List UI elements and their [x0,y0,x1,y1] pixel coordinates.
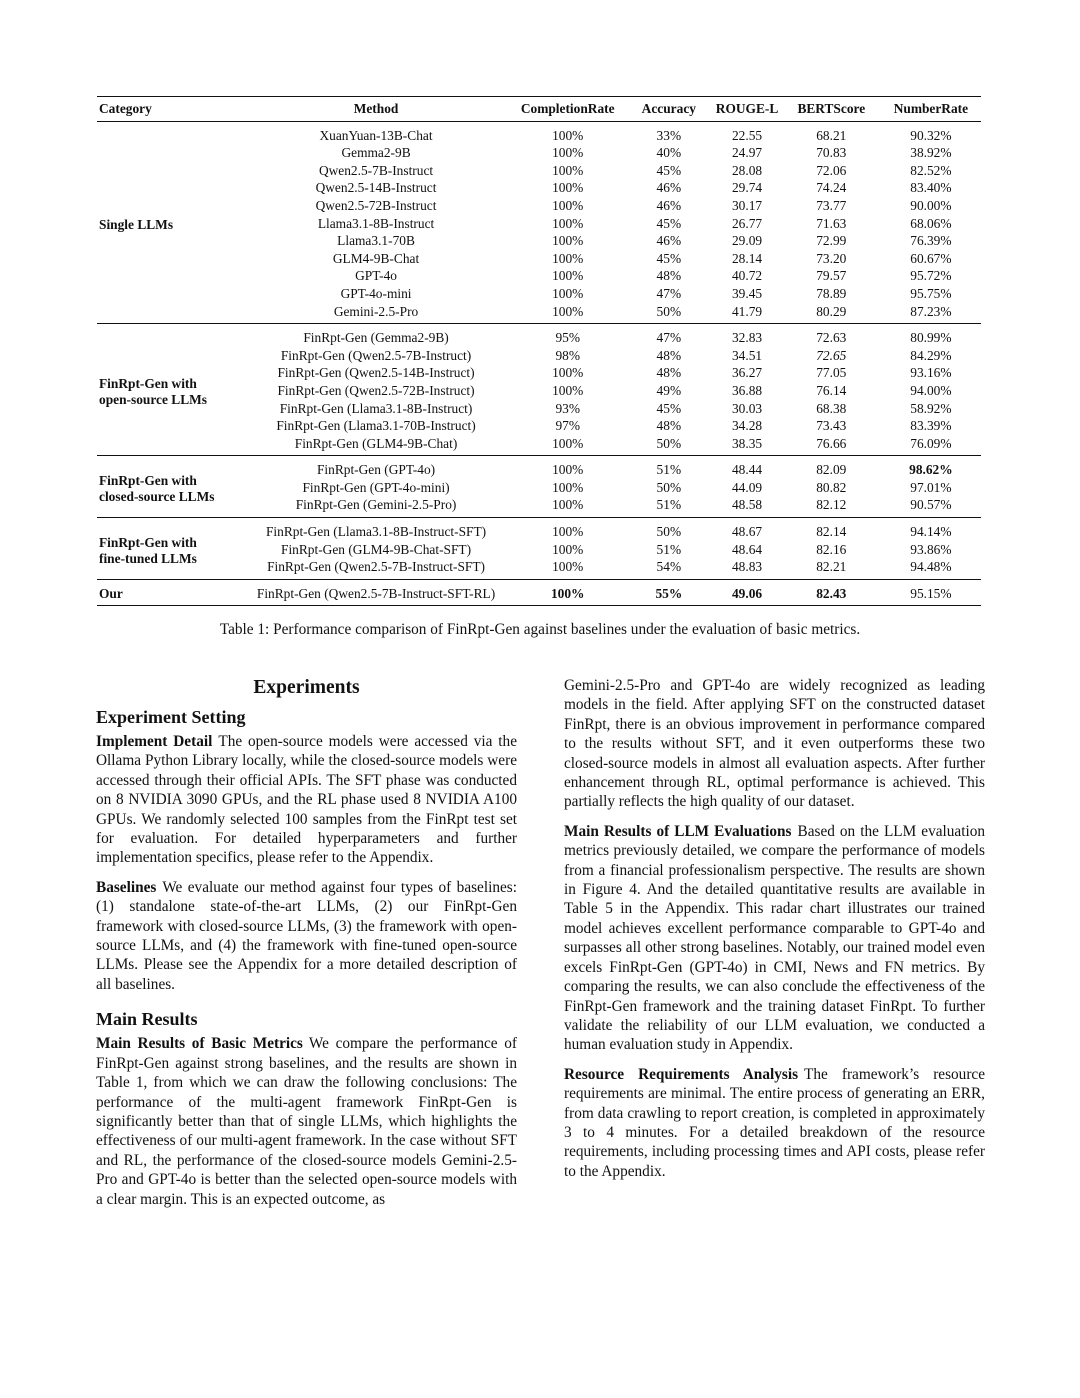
number-cell: 90.32% [910,127,952,143]
table-row [97,579,981,606]
category-line: open-source LLMs [99,392,207,408]
accuracy-cell: 46% [656,197,682,213]
accuracy-cell: 49% [656,382,682,398]
completion-cell: 100% [552,250,584,266]
accuracy-cell: 47% [656,285,682,301]
bert-cell: 73.77 [816,197,847,213]
method-cell: FinRpt-Gen (GLM4-9B-Chat-SFT) [281,541,472,557]
rouge-cell: 36.88 [731,382,763,398]
accuracy-cell: 46% [656,233,682,249]
bert-cell: 80.82 [816,479,847,495]
method-cell: FinRpt-Gen (Qwen2.5-14B-Instruct) [277,365,475,381]
paragraph-llm-evaluations [564,822,985,1055]
method-cell: FinRpt-Gen (Qwen2.5-7B-Instruct-SFT-RL) [256,585,496,601]
method-cell: Gemini-2.5-Pro [333,303,419,319]
accuracy-cell: 51% [656,541,682,557]
table-row [97,121,981,144]
accuracy-cell: 48% [656,365,682,381]
method-cell: Llama3.1-8B-Instruct [317,215,435,231]
header-accuracy: Accuracy [641,101,696,116]
category-line: FinRpt-Gen with [99,376,197,392]
completion-cell: 100% [552,497,584,513]
number-cell: 60.67% [910,250,952,266]
completion-cell: 100% [552,180,584,196]
rouge-cell: 28.14 [731,250,763,266]
rouge-cell: 40.72 [731,268,763,284]
bert-cell: 72.63 [816,330,847,346]
category-cell: Single LLMs [99,216,174,232]
method-cell: XuanYuan-13B-Chat [319,127,433,143]
number-cell: 84.29% [910,347,952,363]
completion-cell: 100% [552,162,584,178]
bert-cell: 73.43 [816,418,847,434]
method-cell: FinRpt-Gen (Qwen2.5-7B-Instruct) [280,347,472,363]
accuracy-cell: 33% [656,127,682,143]
completion-cell: 100% [552,145,584,161]
category-cell [97,518,242,580]
completion-cell: 100% [552,233,584,249]
table-row [97,456,981,479]
completion-cell: 100% [552,268,584,284]
rouge-cell: 34.51 [731,347,763,363]
completion-cell: 100% [552,541,584,557]
method-cell: FinRpt-Gen (Qwen2.5-72B-Instruct) [277,382,475,398]
header-category: Category [99,101,152,116]
method-cell: FinRpt-Gen (Llama3.1-8B-Instruct-SFT) [265,524,487,540]
run-in-heading: Main Results of Basic Metrics [96,1035,303,1053]
rouge-cell: 48.64 [731,541,763,557]
completion-cell: 100% [552,285,584,301]
accuracy-cell: 51% [656,497,682,513]
group-fine-tuned [97,518,981,580]
method-cell: Qwen2.5-14B-Instruct [315,180,437,196]
method-cell: Qwen2.5-7B-Instruct [318,162,434,178]
header-bertscore: BERTScore [797,101,866,116]
category-line: closed-source LLMs [99,489,215,505]
number-cell: 82.52% [910,162,952,178]
accuracy-cell: 45% [656,215,682,231]
rouge-cell: 48.44 [731,462,763,478]
rouge-cell: 26.77 [731,215,763,231]
number-cell: 94.00% [910,382,952,398]
category-line: FinRpt-Gen with [99,534,197,550]
completion-cell: 100% [552,435,584,451]
header-completion-rate: CompletionRate [520,101,615,116]
number-cell: 93.16% [910,365,952,381]
rouge-cell: 30.03 [731,400,763,416]
number-cell: 95.75% [910,285,952,301]
paragraph-text: The open-source models were accessed via the Ollama Python Library locally, while the closed-source models were accessed through their official APIs. The SFT phase was conducted on 8 NVIDIA 3090 GPUs, and the RL phase used 8 NVIDIA A100 GPUs. We randomly selected 100 samples from the FinRpt test set for evaluation. For detailed hyperparameters and further implementation specifics, please refer to the Appendix. [96,733,517,867]
number-cell: 90.57% [910,497,952,513]
number-cell: 97.01% [910,479,952,495]
paragraph-basic-metrics [96,1034,517,1209]
section-title: Experiments [253,677,360,698]
rouge-cell: 24.97 [731,145,763,161]
rouge-cell: 34.28 [731,418,763,434]
method-cell: FinRpt-Gen (GPT-4o-mini) [302,479,450,495]
rouge-cell: 29.09 [731,233,763,249]
accuracy-cell: 55% [655,585,683,601]
accuracy-cell: 40% [656,145,682,161]
completion-cell: 100% [552,215,584,231]
completion-cell: 93% [555,400,580,416]
bert-cell: 82.14 [816,524,847,540]
rouge-cell: 48.67 [731,524,763,540]
number-cell: 93.86% [910,541,952,557]
method-cell: Gemma2-9B [341,145,411,161]
number-cell: 98.62% [909,462,953,478]
number-cell: 90.00% [910,197,952,213]
category-line: FinRpt-Gen with [99,473,197,489]
rouge-cell: 22.55 [731,127,763,143]
rouge-cell: 32.83 [731,330,763,346]
accuracy-cell: 47% [656,330,682,346]
completion-cell: 100% [552,382,584,398]
completion-cell: 100% [552,365,584,381]
method-cell: GPT-4o [355,268,397,284]
subsection-title: Main Results [96,1009,198,1030]
left-column [96,676,517,1219]
rouge-cell: 29.74 [731,180,763,196]
bert-cell: 72.99 [816,233,847,249]
accuracy-cell: 50% [656,524,682,540]
header-method: Method [353,101,399,116]
rouge-cell: 28.08 [731,162,763,178]
group-closed-source [97,456,981,518]
bert-cell: 70.83 [816,145,847,161]
number-cell: 38.92% [910,145,952,161]
accuracy-cell: 45% [656,162,682,178]
category-cell [97,324,242,456]
category-line: fine-tuned LLMs [99,550,197,566]
number-cell: 83.40% [910,180,952,196]
paragraph-resource [564,1065,985,1181]
completion-cell: 100% [552,197,584,213]
paragraph-continuation [564,676,985,812]
paragraph-baselines [96,878,517,994]
completion-cell: 100% [552,559,584,575]
category-cell: Our [99,585,123,601]
paragraph-text: Gemini-2.5-Pro and GPT-4o are widely recognized as leading models in the field. After applying SFT on the constructed dataset FinRpt, there is an obvious improvement in performance compared to the results without SFT, and it even outperforms these two closed-source models in almost all evaluation aspects. After further enhancement through RL, optimal performance is achieved. This partially reflects the high quality of our dataset. [564,677,985,811]
bert-cell: 80.29 [816,303,847,319]
accuracy-cell: 45% [656,250,682,266]
number-cell: 95.15% [910,585,952,601]
bert-cell: 76.14 [816,382,847,398]
subsection-title: Experiment Setting [96,707,246,727]
bert-cell: 79.57 [816,268,847,284]
group-our [97,579,981,606]
method-cell: FinRpt-Gen (Gemma2-9B) [303,330,449,346]
run-in-heading: Baselines [96,878,157,896]
run-in-heading: Main Results of LLM Evaluations [564,822,792,840]
bert-cell: 68.38 [816,400,847,416]
rouge-cell: 36.27 [731,365,763,381]
number-cell: 94.14% [910,524,952,540]
number-cell: 94.48% [910,559,952,575]
number-cell: 83.39% [910,418,952,434]
paragraph-text: Based on the LLM evaluation metrics previously detailed, we compare the performance of models from a financial professionalism perspective. The results are shown in Figure 4. And the detailed quantitative results are available in Table 5 in the Appendix. This radar chart illustrates our trained model achieves excellent performance comparable to GPT-4o and surpasses all other strong baselines. Notably, our trained model even excels FinRpt-Gen (GPT-4o) in CMI, News and FN metrics. By comparing the results, we can also conclude the effectiveness of the FinRpt-Gen framework and the training dataset FinRpt. To further validate the reliability of our LLM evaluation, we conducted a human evaluation study in Appendix. [564,822,985,1054]
rouge-cell: 48.83 [731,559,763,575]
header-rouge-l: ROUGE-L [715,101,779,116]
right-column [564,676,985,1191]
completion-cell: 100% [552,127,584,143]
accuracy-cell: 50% [656,479,682,495]
accuracy-cell: 50% [656,435,682,451]
accuracy-cell: 50% [656,303,682,319]
group-single-llms [97,121,981,324]
number-cell: 58.92% [910,400,952,416]
paragraph-text: We compare the performance of FinRpt-Gen against strong baselines, and the results are shown in Table 1, from which we can draw the following conclusions: The performance of the multi-agent framework FinRpt-Gen is significantly better than that of single LLMs, which highlights the effectiveness of our multi-agent framework. In the case without SFT and RL, the performance of the closed-source models Gemini-2.5-Pro and GPT-4o is better than the selected open-source models with a clear margin. This is an expected outcome, as [96,1035,517,1208]
paragraph-implement [96,732,517,868]
number-cell: 76.09% [910,435,952,451]
run-in-heading: Implement Detail [96,733,213,750]
bert-cell: 82.12 [816,497,847,513]
bert-cell: 72.65 [816,347,847,363]
bert-cell: 82.16 [816,541,847,557]
bert-cell: 74.24 [816,180,847,196]
completion-cell: 100% [552,479,584,495]
method-cell: FinRpt-Gen (Qwen2.5-7B-Instruct-SFT) [267,559,486,575]
results-table-container [97,96,981,606]
table-header-row [97,97,981,122]
method-cell: GPT-4o-mini [340,285,412,301]
category-cell [97,456,242,518]
table-row [97,324,981,347]
accuracy-cell: 54% [656,559,682,575]
completion-cell: 100% [552,303,584,319]
rouge-cell: 49.06 [731,585,763,601]
method-cell: FinRpt-Gen (GLM4-9B-Chat) [294,435,458,451]
completion-cell: 98% [555,347,580,363]
rouge-cell: 41.79 [731,303,763,319]
method-cell: Llama3.1-70B [337,233,415,249]
completion-cell: 95% [555,330,580,346]
method-cell: Qwen2.5-72B-Instruct [315,197,437,213]
accuracy-cell: 46% [656,180,682,196]
completion-cell: 100% [552,462,584,478]
completion-cell: 100% [550,585,585,601]
bert-cell: 68.21 [816,127,847,143]
rouge-cell: 44.09 [731,479,763,495]
accuracy-cell: 51% [656,462,682,478]
rouge-cell: 38.35 [731,435,763,451]
number-cell: 80.99% [910,330,952,346]
header-numberrate: NumberRate [893,101,969,116]
completion-cell: 97% [555,418,580,434]
bert-cell: 82.43 [816,585,847,601]
table-caption: Table 1: Performance comparison of FinRpt-Gen against baselines under the evaluation of basic metrics. [219,621,861,638]
bert-cell: 73.20 [816,250,847,266]
method-cell: FinRpt-Gen (GPT-4o) [316,462,436,478]
accuracy-cell: 48% [656,268,682,284]
paragraph-text: We evaluate our method against four types of baselines: (1) standalone state-of-the-art LLMs, (2) our FinRpt-Gen framework with closed-source LLMs, (3) the framework with open-source LLMs, and (4) the framework with fine-tuned open-source LLMs. Please see the Appendix for a more detailed description of all baselines. [96,878,517,993]
bert-cell: 82.21 [816,559,847,575]
accuracy-cell: 48% [656,347,682,363]
group-open-source [97,324,981,456]
table-row [97,518,981,541]
bert-cell: 71.63 [816,215,847,231]
method-cell: FinRpt-Gen (Llama3.1-8B-Instruct) [279,400,473,416]
number-cell: 87.23% [910,303,952,319]
number-cell: 68.06% [910,215,952,231]
method-cell: GLM4-9B-Chat [332,250,420,266]
bert-cell: 82.09 [816,462,847,478]
method-cell: FinRpt-Gen (Llama3.1-70B-Instruct) [276,418,476,434]
paragraph-text: The framework’s resource requirements are minimal. The entire process of generating an ERR, from data crawling to report creation, is completed in approximately 3 to 4 minutes. For a detailed breakdown of the resource requirements, including processing times and API costs, please refer to the Appendix. [564,1065,986,1180]
bert-cell: 78.89 [816,285,847,301]
run-in-heading: Resource Requirements Analysis [564,1065,799,1083]
accuracy-cell: 48% [656,418,682,434]
number-cell: 76.39% [910,233,952,249]
method-cell: FinRpt-Gen (Gemini-2.5-Pro) [295,497,457,513]
bert-cell: 77.05 [816,365,847,381]
bert-cell: 72.06 [816,162,847,178]
bert-cell: 76.66 [816,435,847,451]
number-cell: 95.72% [910,268,952,284]
results-table [97,96,981,606]
accuracy-cell: 45% [656,400,682,416]
completion-cell: 100% [552,524,584,540]
rouge-cell: 39.45 [731,285,763,301]
rouge-cell: 30.17 [731,197,763,213]
rouge-cell: 48.58 [731,497,763,513]
